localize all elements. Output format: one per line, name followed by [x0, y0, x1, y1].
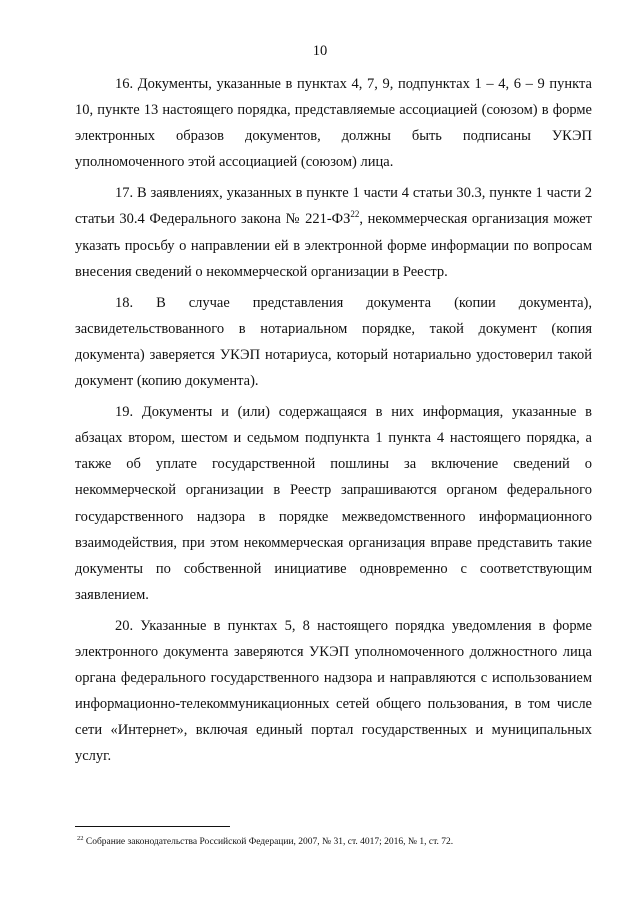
paragraph-17 [75, 180, 592, 284]
page-number: 10 [312, 43, 328, 59]
footnote-separator [75, 826, 230, 827]
paragraph-19: 19. Документы и (или) содержащаяся в них информация, указанные в абзацах втором, шестом и седьмом подпункта 1 пункта 4 настоящего порядка, а также об уплате государственной пошлины за включение сведений о некоммерческой организации в Реестр запрашиваются органом федерального государственного надзора в порядке межведомственного информационного взаимодействия, при этом некоммерческая организация вправе представить такие документы по собственной инициативе одновременно с соответствующим заявлением. [75, 404, 592, 603]
footnote-reference: 22 [350, 209, 360, 220]
paragraph-18: 18. В случае представления документа (копии документа), засвидетельствованного в нотариальном порядке, такой документ (копия документа) заверяется УКЭП нотариуса, который нотариально удостоверил такой документ (копию документа). [75, 294, 592, 390]
footnote-text: Собрание законодательства Российской Федерации, 2007, № 31, ст. 4017; 2016, № 1, ст. 72. [85, 837, 454, 847]
paragraph-17-text-end: , некоммерческая организация может указать просьбу о направлении ей в электронной форме информации по вопросам внесения сведений о некоммерческой организации в Реестр. [75, 211, 592, 280]
paragraph-20: 20. Указанные в пунктах 5, 8 настоящего порядка уведомления в форме электронного документа заверяются УКЭП уполномоченного должностного лица органа федерального государственного надзора и направляются с использованием информационно-телекоммуникационных сетей общего пользования, в том числе сети «Интернет», включая единый портал государственных и муниципальных услуг. [75, 617, 592, 765]
paragraph-16: 16. Документы, указанные в пунктах 4, 7, 9, подпунктах 1 – 4, 6 – 9 пункта 10, пункте 13 настоящего порядка, представляемые ассоциацией (союзом) в форме электронных образов документов, должны быть подписаны УКЭП уполномоченного этой ассоциацией (союзом) лица. [75, 76, 592, 171]
document-body [75, 71, 592, 774]
footnote [77, 836, 592, 848]
footnote-marker: 22 [77, 834, 84, 842]
paragraph-17-text-start: 17. В заявлениях, указанных в пункте 1 части 4 статьи 30.3, пункте 1 части 2 статьи 30.4 Федерального закона № 221-ФЗ [75, 185, 592, 228]
